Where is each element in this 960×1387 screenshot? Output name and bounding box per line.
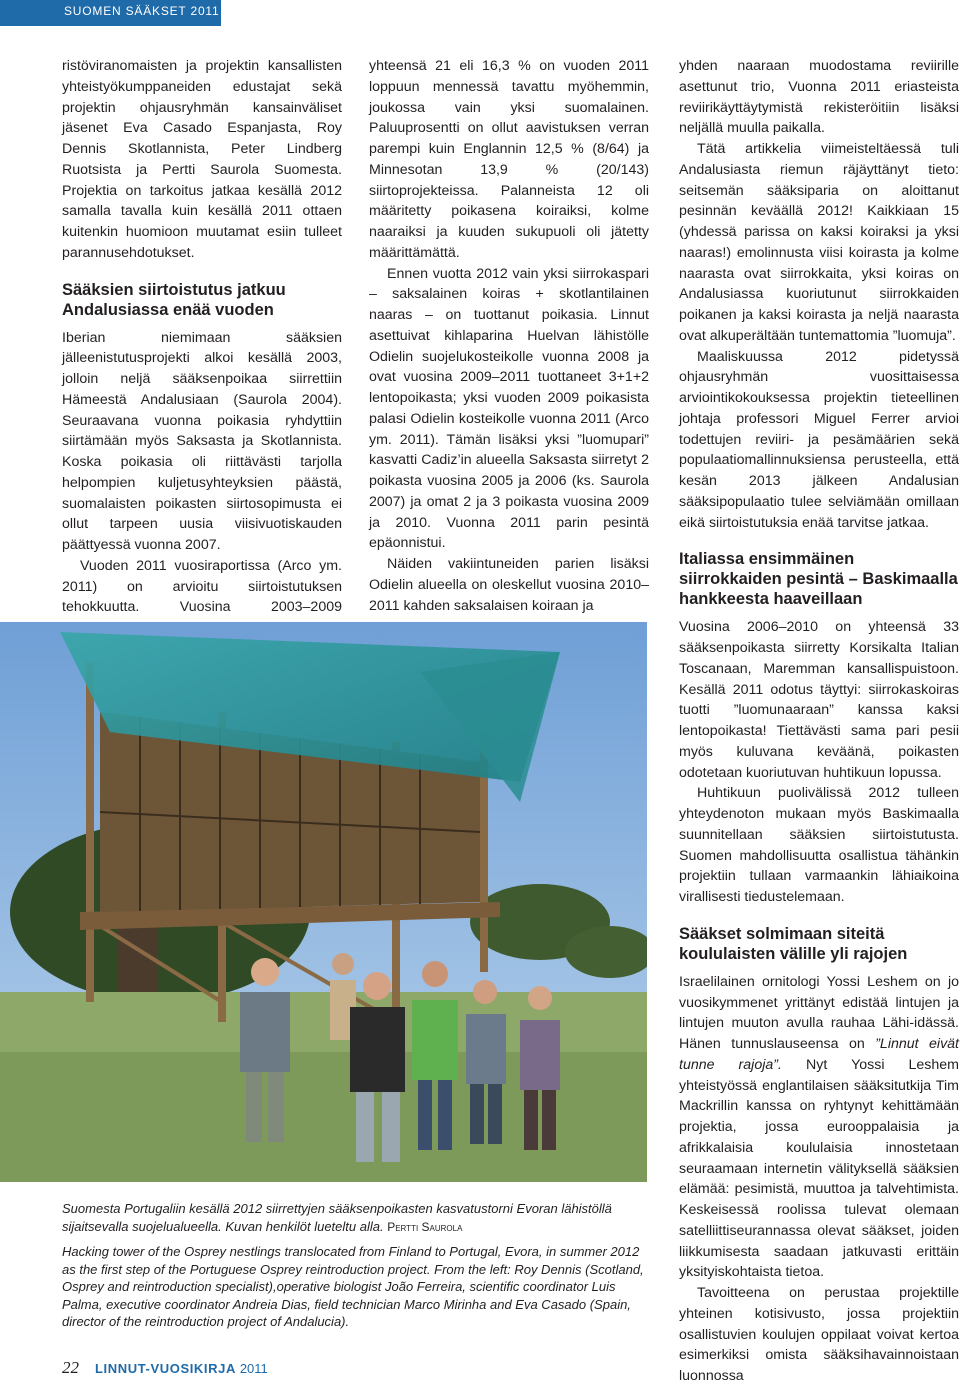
text-column-1 — [62, 56, 342, 660]
photo-illustration — [0, 622, 647, 1182]
section-heading: Italiassa ensimmäinen siirrokkaiden pesintä – Baskimaalla hankkeesta haaveillaan — [679, 550, 958, 609]
section-heading: Sääkset solmimaan siteitä koululaisten välille yli rajojen — [679, 924, 908, 963]
publication-name: LINNUT-VUOSIKIRJA — [95, 1361, 236, 1376]
paragraph: Ennen vuotta 2012 vain yksi siirrokaspari – saksalainen koiras + skotlantilainen naaras – on tuottanut poikasia. Linnut asettuivat kihlaparina Huelvan lähistölle Odielin suojelukosteikolle vuonna 2008 ja ovat vuosina 2009–2011 tuottaneet 3+1+2 lentopoikasta; yksi vuoden 2009 poikasista palasi Odielin kosteikolle vuonna 2011 (Arco ym. 2011). Tämän lisäksi yksi ”luomupari” kasvatti Cadiz’in alueella Saksasta siirretyt 2 poikasta vuosina 2005 ja 2006 (ks. Saurola 2007) ja omat 2 ja 3 poikasta vuosina 2009 ja 2010. Vuonna 2011 parin pesintä epäonnistui. — [369, 265, 649, 552]
paragraph: yhden naaraan muodostama reviirille asettunut trio, Vuonna 2011 eriasteista reviirikäyttäytymistä rekisteröitiin lisäksi neljällä muulla paikalla. — [679, 58, 959, 137]
paragraph: Näiden vakiintuneiden parien lisäksi Odielin alueella on oleskellut vuosina 2010–2011 kahden saksalaisen koiraan ja — [369, 556, 649, 614]
publication-year: 2011 — [239, 1361, 268, 1376]
text-column-3 — [679, 56, 959, 1387]
photo-credit: Pertti Saurola — [387, 1219, 463, 1234]
text-column-2 — [369, 56, 649, 616]
quoted-motto: ”Linnut eivät tunne rajoja”. — [679, 1036, 959, 1073]
paragraph: yhteensä 21 eli 16,3 % on vuoden 2011 loppuun mennessä tavattu myöhemmin, joukossa vain yksi suomalainen. Paluuprosentti on ollut aavistuksen verran parempi kuin Englannin 12,5 % (8/64) ja Minnesotan 13,9 % (20/143) siirtoprojekteissa. Palanneista 12 oli määritetty poikasena koiraiksi, kolme naaraiksi ja kuuden sukupuoli oli jätetty määrittämättä. — [369, 58, 649, 261]
paragraph-part: Nyt Yossi Leshem yhteistyössä englantilaisen sääksitutkija Tim Mackrillin kanssa on ryhtynyt kehittämään projektia, jossa eurooppalaisia ja afrikkalaisia koululaisia innostetaan seuraamaan internetin välityksellä sääksien elämää: pesimistä, muuttoa ja talvehtimista. Keskeisessä roolissa tulevat olemaan satelliittiseurannassa olevat sääkset, joiden liikkumisesta saadaan jatkuvasti erittäin yksityiskohtaista tietoa. — [679, 1056, 960, 1281]
paragraph: Vuoden 2011 vuosiraportissa (Arco ym. 2011) on arvioitu siirtoistutuksen tehokkuutta. Vuosina 2003–2009 — [62, 557, 342, 616]
paragraph: Tätä artikkelia viimeisteltäessä tuli Andalusiasta riemun räjäyttänyt tieto: seitsemän sääksiparia on aloittanut pesinnän keväällä 2012! Kaikkiaan 15 (yhdessä parissa on kaksi koiraksi ja yksi naaras!) emolinnusta viisi koirasta ja kolme naarasta ovat siirrokkaita, yksi koiras on Andalusiassa kuoriutunut siirrokkaiden poikanen ja kaksi koirasta ja neljä naarasta ovat alkuperältään tuntemattomia ”luomuja”. — [679, 141, 959, 344]
paragraph: ristöviranomaisten ja projektin kansallisten yhteistyökumppaneiden edustajat sekä projektin ohjausryhmän kansainväliset jäsenet Eva Casado Espanjasta, Roy Dennis Skotlannista, Peter Lindberg Ruotsista ja Pertti Saurola Suomesta. Projektia on tarkoitus jatkaa kesällä 2012 samalla tavalla kuin kesällä 2011 ottaen kuitenkin huomioon muutamat esiin tulleet parannusehdotukset. — [62, 58, 342, 261]
paragraph: Tavoitteena on perustaa projektille yhteinen kotisivusto, jossa projektiin osallistuvien koulujen oppilaat voivat kertoa esimerkiksi omista sääksihavainnoistaan luonnossa — [679, 1285, 959, 1384]
paragraph: Iberian niemimaan sääksien jälleenistutusprojekti alkoi kesällä 2003, jolloin neljä sääksenpoikaa siirrettiin Hämeestä Andalusiaan (Saurola 2004). Seuraavana vuonna poikasia ryhdyttiin siirtämään myös Saksasta ja Skotlannista. Koska poikasia oli riittävästi tarjolla helpompien kuljetusyhteyksien päästä, suomalaisten poikasten siirtosopimusta ei ollut tarpeen uusia viisivuotiskauden päättyessä vuonna 2007. — [62, 329, 342, 553]
section-header-title: SUOMEN SÄÄKSET 2011 — [64, 4, 220, 18]
hacking-tower-photo — [0, 622, 647, 1182]
photo-caption-english: Hacking tower of the Osprey nestlings translocated from Finland to Portugal, Evora, in summer 2012 as the first step of the Portuguese Osprey reintroduction project. From the left: Roy Dennis (Scotland, Osprey and reintroduction specialist),operative biologist João Ferreira, scientific coordinator Luis Palma, executive coordinator Andreia Dias, field technician Marco Mirinha and Eva Casado (Spain, director of the reintroduction project of Andalucia). — [62, 1244, 644, 1329]
section-header-band — [0, 0, 221, 26]
paragraph-part: Israelilainen ornitologi Yossi Leshem on jo vuosikymmenet yrittänyt edistää lintujen ja lintujen muuton avulla rauhaa Lähi-idässä. Hänen tunnuslauseensa on — [679, 973, 959, 1052]
page-number: 22 — [62, 1358, 79, 1377]
paragraph: Huhtikuun puolivälissä 2012 tulleen yhteydenoton mukaan myös Baskimaalla suunnitellaan sääksien siirtoistutusta. Suomen mahdollisuutta osallistua tähänkin projektiin tullaan varmaankin lähiaikoina virallisesti tiedustelemaan. — [679, 785, 959, 905]
caption-text: Suomesta Portugaliin kesällä 2012 siirrettyjen sääksenpoikasten kasvatustorni Evoran lähistöllä sijaitsevalla suojelualueella. Kuvan henkilöt lueteltu alla. — [62, 1201, 612, 1234]
paragraph: Maaliskuussa 2012 pidetyssä ohjausryhmän vuosittaisessa arviointikokouksessa projektin tieteellinen johtaja professori Miguel Ferrer arvioi todettujen reviiri- ja pesämäärien sekä populaatiomallinnuksiensa perusteella, että kesän 2013 jälkeen Andalusian sääksipopulaatio tulee selviämään omillaan eikä siirtoistutuksia enää tarvitse jatkaa. — [679, 348, 959, 531]
paragraph — [679, 972, 959, 1283]
section-heading: Sääksien siirtoistutus jatkuu Andalusiassa enää vuoden — [62, 280, 286, 319]
photo-caption-finnish — [62, 1200, 649, 1236]
paragraph: Vuosina 2006–2010 on yhteensä 33 sääksenpoikasta siirretty Korsikalta Italian Toscanaan, Maremman kansallispuistoon. Kesällä 2011 odotus täyttyi: siirrokaskoiras tuotti ”luomunaaraan” kanssa kaksi lentopoikasta! Tiettävästi sama pari pesii myös kuluvana keväänä, poikasten odotetaan kuoriutuvan huhtikuun lopussa. — [679, 619, 959, 781]
page-footer — [62, 1358, 268, 1378]
